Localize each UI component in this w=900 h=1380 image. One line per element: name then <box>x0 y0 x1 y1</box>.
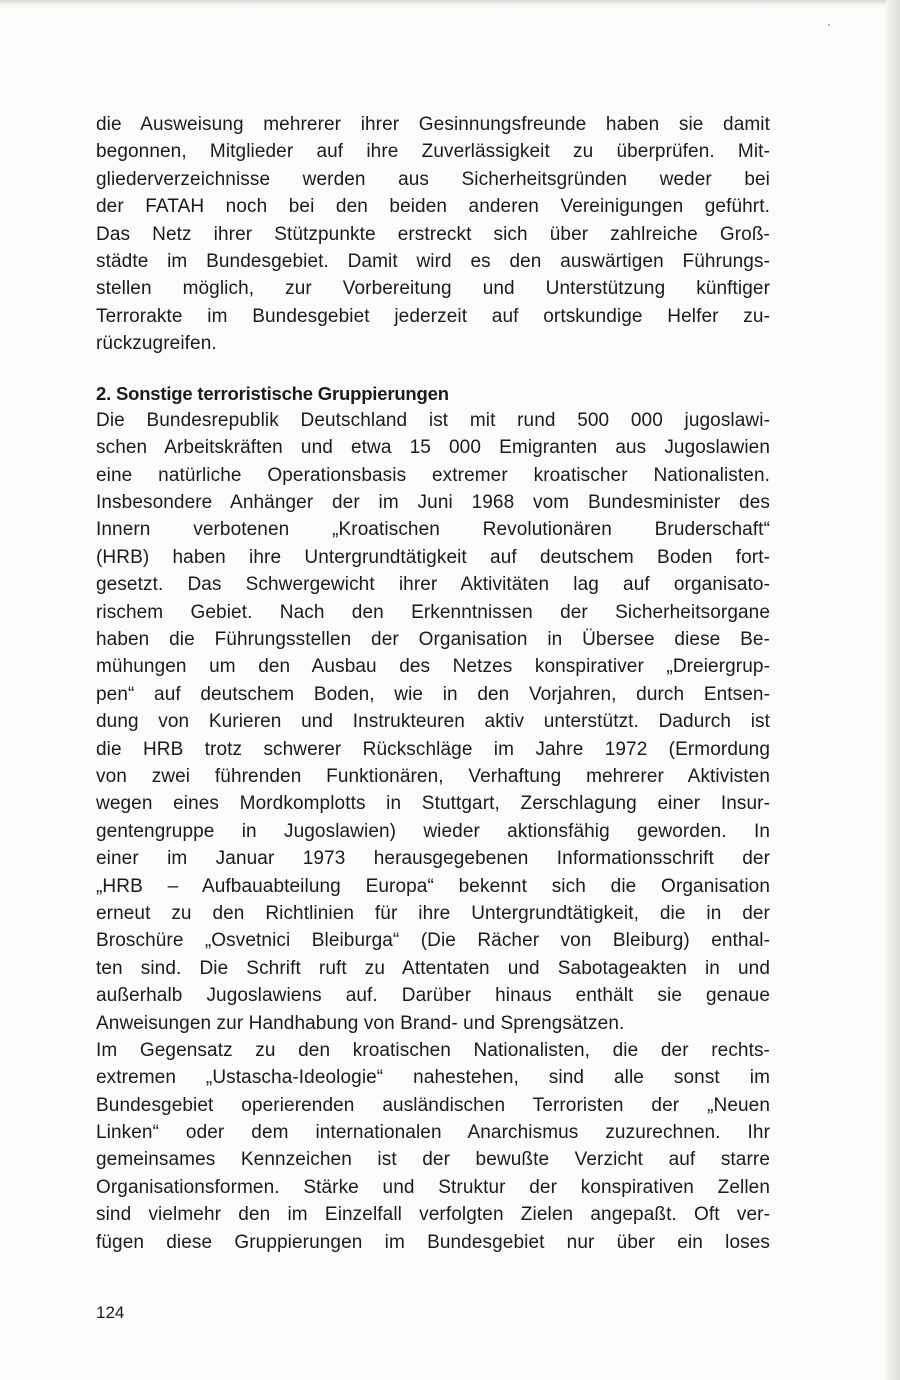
text-line: gesetzt. Das Schwergewicht ihrer Aktivitäten lag auf organisato- <box>96 574 770 596</box>
text-line: Organisationsformen. Stärke und Struktur der konspirativen Zellen <box>96 1176 770 1198</box>
scan-speck <box>828 24 830 26</box>
text-line: die HRB trotz schwerer Rückschläge im Jahre 1972 (Ermordung <box>96 738 770 760</box>
text-line: Im Gegensatz zu den kroatischen Nationalisten, die der rechts- <box>96 1039 770 1061</box>
text-line: Die Bundesrepublik Deutschland ist mit rund 500 000 jugoslawi- <box>96 409 770 431</box>
scan-shadow-top <box>0 0 900 6</box>
text-line: außerhalb Jugoslawiens auf. Darüber hinaus enthält sie genaue <box>96 985 770 1007</box>
text-line: die Ausweisung mehrerer ihrer Gesinnungsfreunde haben sie damit <box>96 114 770 135</box>
text-line: gemeinsames Kennzeichen ist der bewußte Verzicht auf starre <box>96 1149 770 1171</box>
text-line: sind vielmehr den im Einzelfall verfolgten Zielen angepaßt. Oft ver- <box>96 1204 770 1226</box>
text-line: von zwei führenden Funktionären, Verhaftung mehrerer Aktivisten <box>96 765 770 787</box>
text-line: extremen „Ustascha-Ideologie“ nahestehen, sind alle sonst im <box>96 1067 770 1089</box>
scan-shadow-right <box>886 0 900 1380</box>
text-line: Innern verbotenen „Kroatischen Revolutionären Bruderschaft“ <box>96 519 770 541</box>
text-line: eine natürliche Operationsbasis extremer kroatischer Nationalisten. <box>96 464 770 486</box>
text-line: der FATAH noch bei den beiden anderen Vereinigungen geführt. <box>96 196 770 218</box>
text-line: fügen diese Gruppierungen im Bundesgebiet nur über ein loses <box>96 1231 770 1253</box>
text-line: rückzugreifen. <box>96 333 217 355</box>
text-line: Bundesgebiet operierenden ausländischen Terroristen der „Neuen <box>96 1094 770 1116</box>
paragraph-1 <box>96 111 770 358</box>
text-line: Terrorakte im Bundesgebiet jederzeit auf ortskundige Helfer zu- <box>96 305 770 327</box>
text-line: begonnen, Mitglieder auf ihre Zuverlässigkeit zu überprüfen. Mit- <box>96 141 770 163</box>
text-line: mühungen um den Ausbau des Netzes konspirativer „Dreiergrup- <box>96 656 770 678</box>
text-line: pen“ auf deutschem Boden, wie in den Vorjahren, durch Entsen- <box>96 683 770 705</box>
text-line: schen Arbeitskräften und etwa 15 000 Emigranten aus Jugoslawien <box>96 437 770 459</box>
page-number: 124 <box>96 1303 125 1322</box>
text-line: Anweisungen zur Handhabung von Brand- und Sprengsätzen. <box>96 1012 625 1034</box>
text-line: (HRB) haben ihre Untergrundtätigkeit auf deutschem Boden fort- <box>96 546 770 568</box>
text-line: Insbesondere Anhänger der im Juni 1968 vom Bundesminister des <box>96 492 770 514</box>
text-line: Broschüre „Osvetnici Bleiburga“ (Die Rächer von Bleiburg) enthal- <box>96 930 770 952</box>
text-line: haben die Führungsstellen der Organisation in Übersee diese Be- <box>96 629 770 651</box>
text-line: dung von Kurieren und Instrukteuren aktiv unterstützt. Dadurch ist <box>96 711 770 733</box>
text-line: rischem Gebiet. Nach den Erkenntnissen der Sicherheitsorgane <box>96 601 770 623</box>
text-line: städte im Bundesgebiet. Damit wird es den auswärtigen Führungs- <box>96 250 770 272</box>
section-heading: 2. Sonstige terroristische Gruppierungen <box>96 382 449 404</box>
text-line: ten sind. Die Schrift ruft zu Attentaten und Sabotageakten in und <box>96 957 770 979</box>
text-line: Linken“ oder dem internationalen Anarchismus zuzurechnen. Ihr <box>96 1122 770 1144</box>
text-line: erneut zu den Richtlinien für ihre Untergrundtätigkeit, die in der <box>96 902 770 924</box>
body-text <box>96 111 770 1256</box>
text-line: gentengruppe in Jugoslawien) wieder aktionsfähig geworden. In <box>96 820 770 842</box>
text-line: wegen eines Mordkomplotts in Stuttgart, Zerschlagung einer Insur- <box>96 793 770 815</box>
text-line: Das Netz ihrer Stützpunkte erstreckt sich über zahlreiche Groß- <box>96 223 770 245</box>
text-line: gliederverzeichnisse werden aus Sicherheitsgründen weder bei <box>96 168 770 190</box>
paragraph-3 <box>96 1037 770 1256</box>
text-line: „HRB – Aufbauabteilung Europa“ bekennt sich die Organisation <box>96 875 770 897</box>
text-line: einer im Januar 1973 herausgegebenen Informationsschrift der <box>96 848 770 870</box>
paragraph-2 <box>96 407 770 1037</box>
text-line: stellen möglich, zur Vorbereitung und Unterstützung künftiger <box>96 278 770 300</box>
